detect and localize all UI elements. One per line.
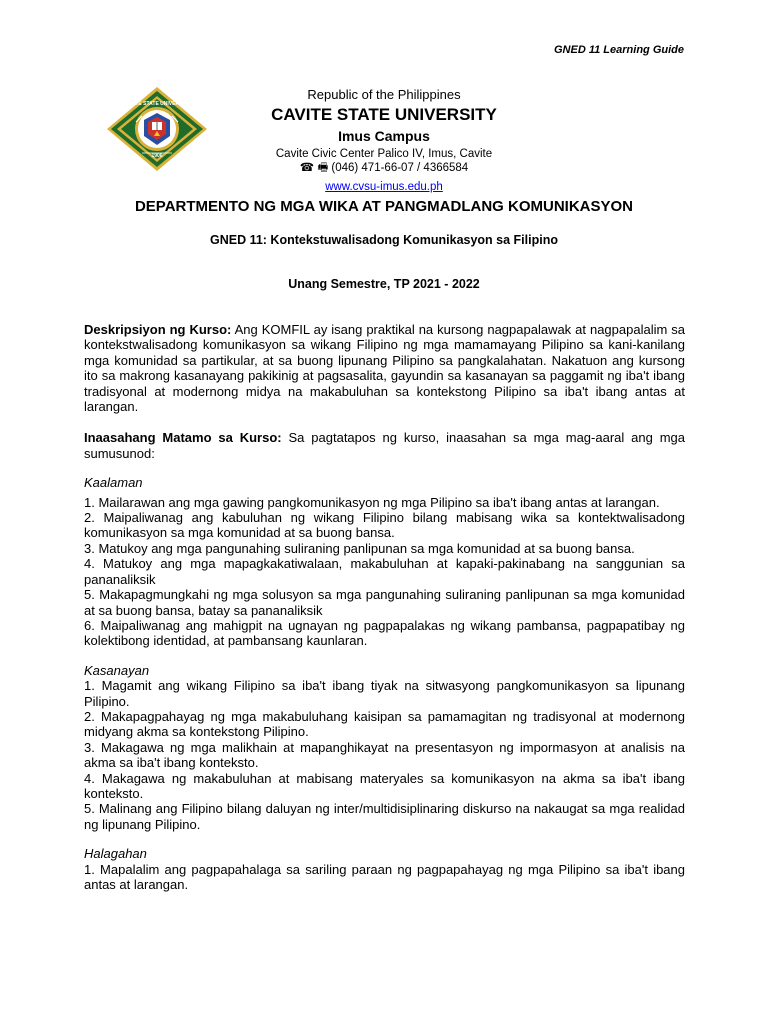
svg-text:1906: 1906 — [151, 153, 163, 159]
university-seal-logo — [106, 86, 208, 172]
kasanayan-item-5: 5. Malinang ang Filipino bilang daluyan ng inter/multidisiplinaring diskurso na nakaugat sa mga realidad ng lipunang Pilipino. — [84, 801, 685, 832]
semester-line: Unang Semestre, TP 2021 - 2022 — [288, 277, 480, 291]
course-title: GNED 11: Kontekstuwalisadong Komunikasyon sa Filipino — [210, 233, 558, 247]
kaalaman-item-4: 4. Matukoy ang mga mapagkakatiwalaan, makabuluhan at kapaki-pakinabang na sanggunian sa pananaliksik — [84, 556, 685, 587]
letterhead — [200, 87, 568, 196]
halagahan-heading: Halagahan — [84, 846, 147, 862]
kaalaman-heading: Kaalaman — [84, 475, 143, 491]
university-name: CAVITE STATE UNIVERSITY — [271, 105, 497, 125]
document-body — [84, 322, 685, 892]
kaalaman-item-1: 1. Mailarawan ang mga gawing pangkomunikasyon ng mga Pilipino sa iba't ibang antas at larangan. — [84, 494, 660, 510]
kasanayan-item-1: 1. Magamit ang wikang Filipino sa iba't ibang tiyak na sitwasyong pangkomunikasyon sa lipunang Pilipino. — [84, 678, 685, 709]
kaalaman-item-6: 6. Maipaliwanag ang mahigpit na ugnayan ng pagpapalakas ng wikang pambansa, pagpapatibay ng kolektibong identidad, at pambansang kaunlaran. — [84, 617, 685, 649]
campus-name: Imus Campus — [338, 127, 430, 144]
republic-line: Republic of the Philippines — [307, 87, 461, 102]
kasanayan-item-3: 3. Makagawa ng mga malikhain at mapanghikayat na presentasyon ng impormasyon at analisis na akma sa iba't ibang konteksto. — [84, 739, 685, 771]
course-description — [84, 322, 685, 414]
kaalaman-item-3: 3. Matukoy ang mga pangunahing suliraning panlipunan sa mga komunidad at sa buong bansa. — [84, 540, 635, 556]
outcomes-text: Sa pagtatapos ng kurso, inaasahan sa mga mag-aaral ang mga sumusunod: — [84, 430, 686, 461]
svg-text:CAVITE STATE UNIVERSITY: CAVITE STATE UNIVERSITY — [123, 101, 191, 107]
outcomes-label: Inaasahang Matamo sa Kurso: — [84, 430, 282, 446]
kasanayan-heading: Kasanayan — [84, 662, 150, 678]
description-label: Deskripsiyon ng Kurso: — [84, 322, 232, 337]
learning-guide-label: GNED 11 Learning Guide — [554, 44, 684, 56]
phone-line: ☎ 🖷 (046) 471-66-07 / 4366584 — [299, 162, 469, 175]
website-line — [200, 176, 568, 196]
website-link[interactable]: www.cvsu-imus.edu.ph — [325, 180, 443, 193]
kaalaman-item-2: 2. Maipaliwanag ang kabuluhan ng wikang Filipino bilang mabisang wika sa kontektwalisadong komunikasyon sa mga komunidad at sa buong bansa. — [84, 510, 685, 541]
department-title: DEPARTMENTO NG MGA WIKA AT PANGMADLANG KOMUNIKASYON — [134, 198, 634, 215]
course-outcomes — [84, 430, 685, 461]
description-text: Ang KOMFIL ay isang praktikal na kursong nagpapalawak at nagpapalalim sa kontekstwalisadong komunikasyon sa wikang Filipino ng mga mamamayang Pilipino sa kani-kanilang mga komunidad sa partikular, at sa buong lipunang Pilipino sa pangkalahatan. Nakatuon ang kursong ito sa makrong kasanayang pakikinig at pagsasalita, gayundin sa kasanayan sa paggamit ng iba't ibang tradisyonal at modernong midya na makabuluhan sa kontekstong Pilipino sa iba't ibang antas at larangan. — [84, 322, 685, 415]
halagahan-item-1: 1. Mapalalim ang pagpapahalaga sa sariling paraan ng pagpapahayag ng mga Pilipino sa iba't ibang antas at larangan. — [84, 861, 685, 892]
kasanayan-item-4: 4. Makagawa ng makabuluhan at mabisang materyales sa komunikasyon na akma sa iba't ibang konteksto. — [84, 770, 685, 801]
campus-address: Cavite Civic Center Palico IV, Imus, Cavite — [275, 148, 493, 160]
kaalaman-item-5: 5. Makapagmungkahi ng mga solusyon sa mga pangunahing suliraning panlipunan sa mga komunidad at sa buong bansa, batay sa pananaliksik — [84, 587, 685, 618]
kasanayan-item-2: 2. Makapagpahayag ng mga makabuluhang kaisipan sa pamamagitan ng tradisyonal at modernong midyang akma sa kontekstong Pilipino. — [84, 708, 685, 740]
